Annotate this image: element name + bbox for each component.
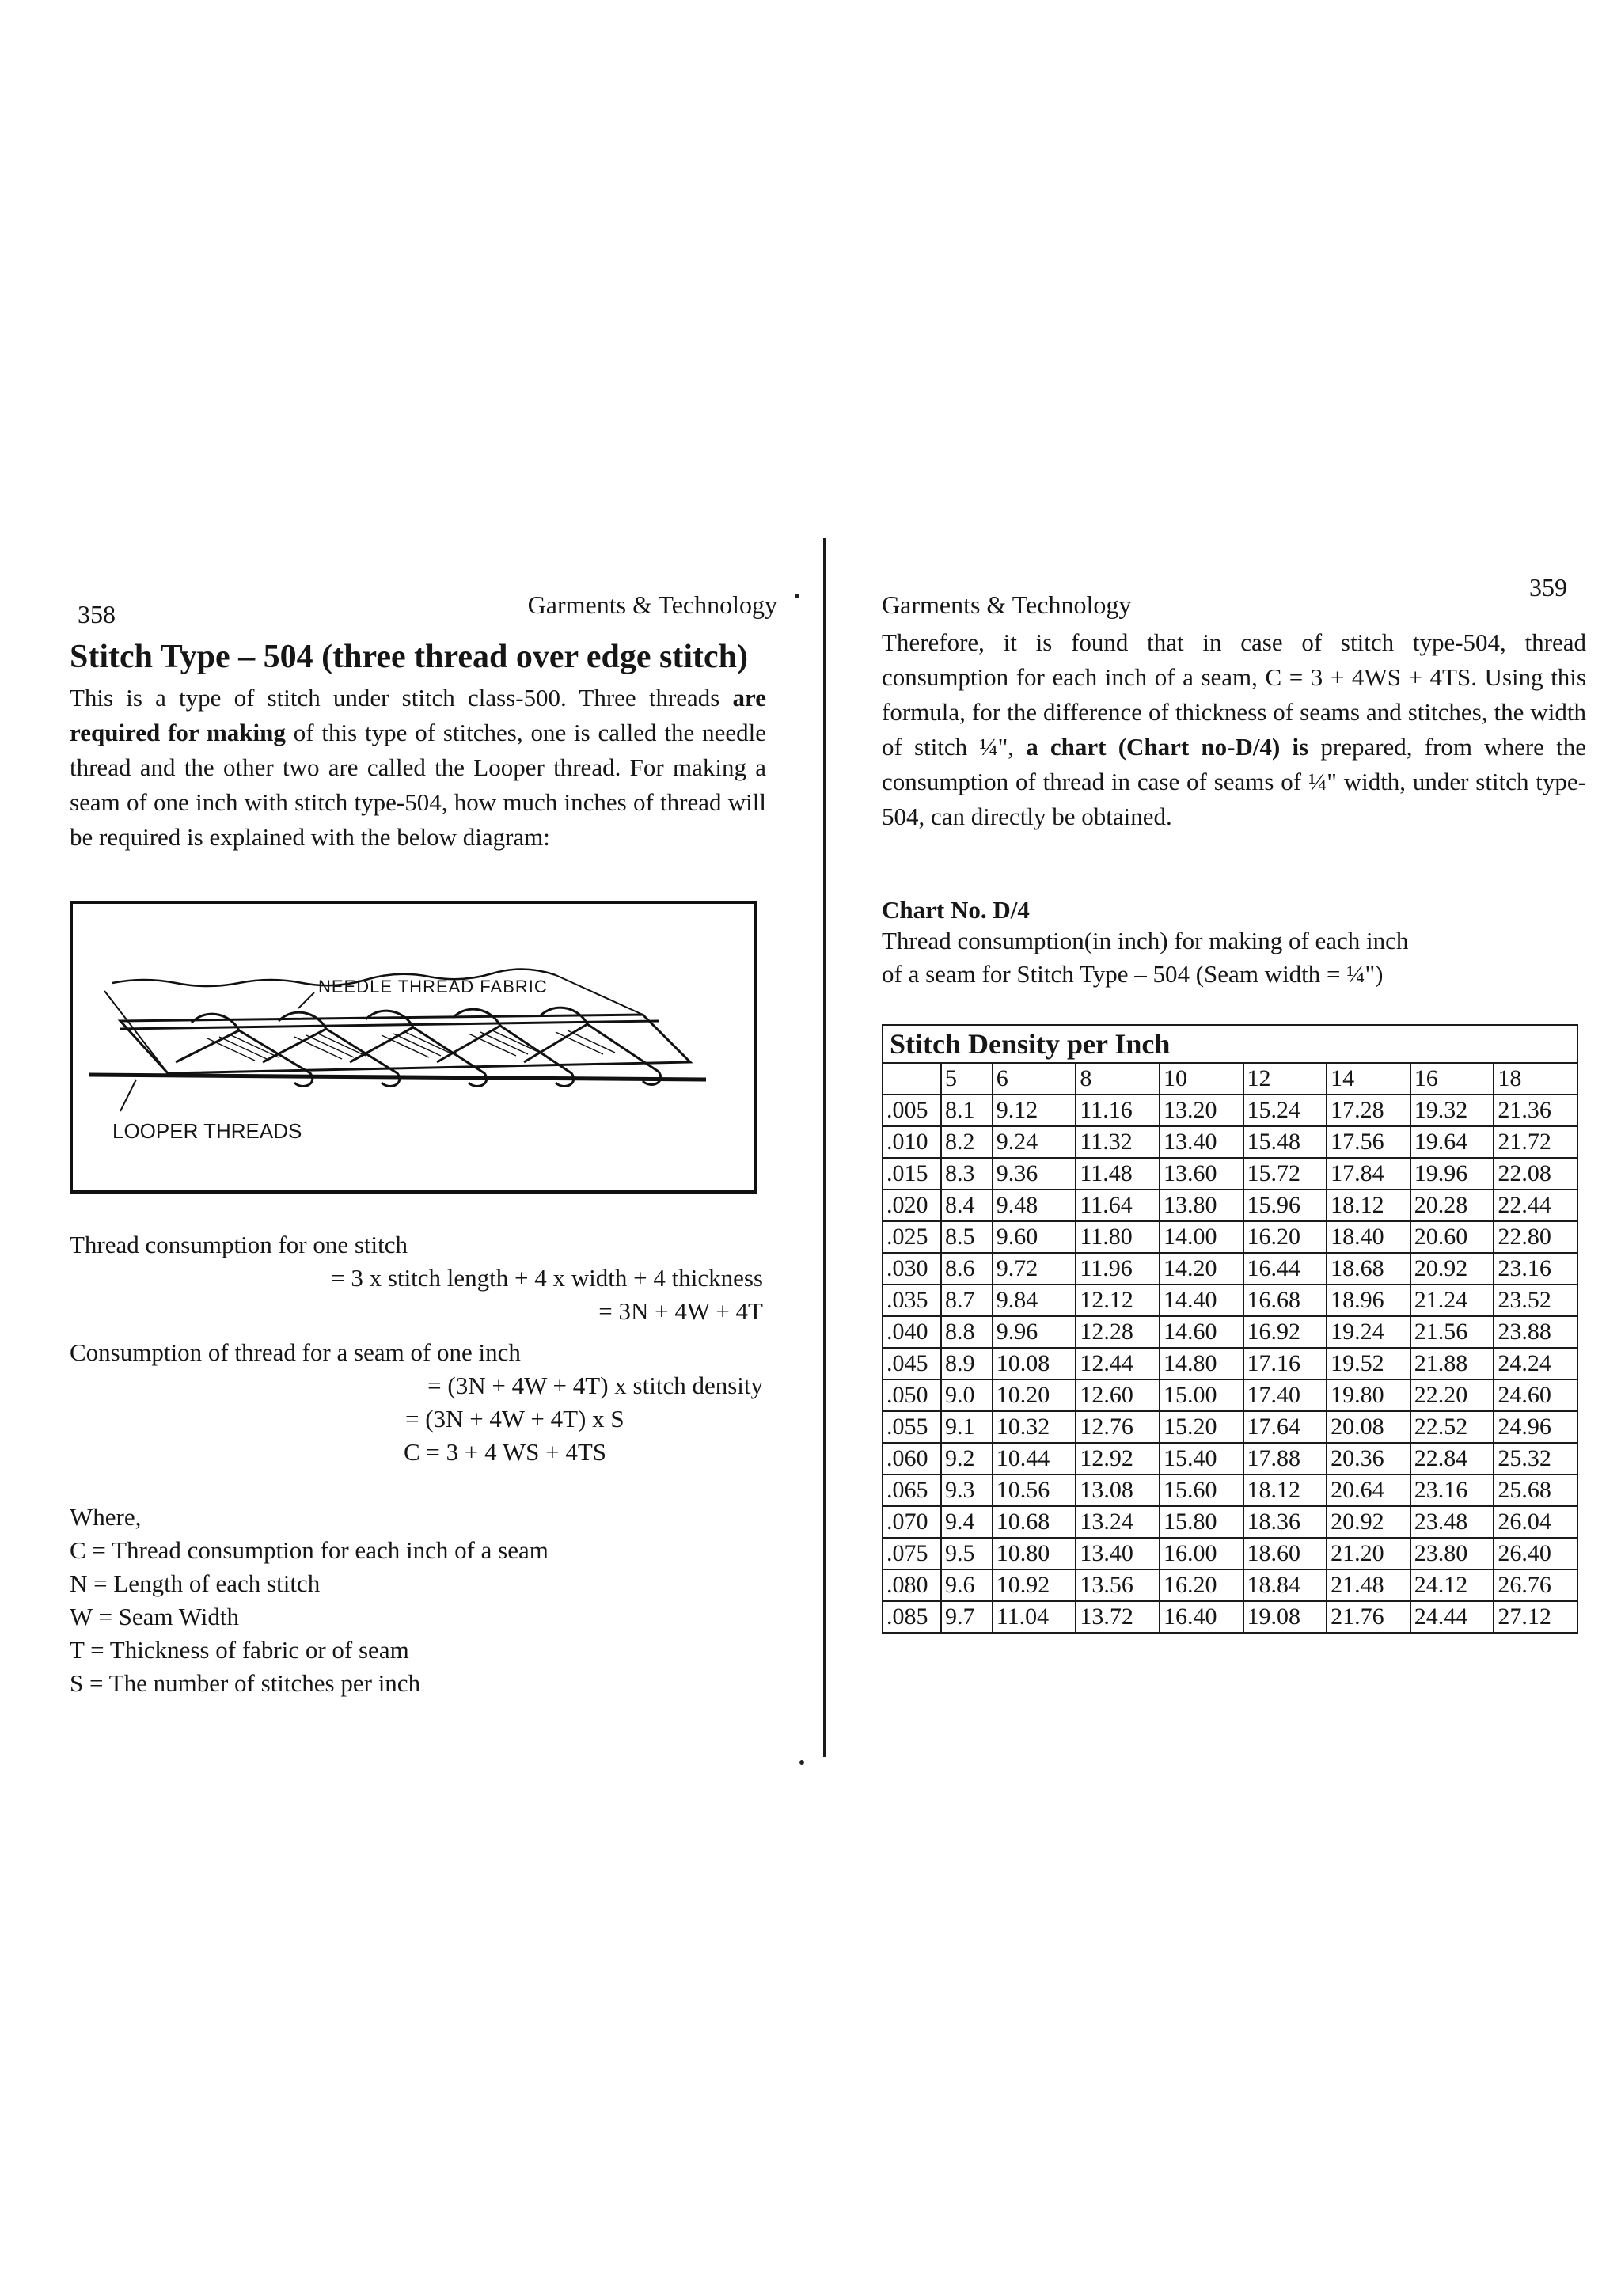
table-header-row — [883, 1025, 1577, 1063]
where-item-c: C = Thread consumption for each inch of a seam — [70, 1536, 549, 1564]
table-row — [883, 1316, 1577, 1348]
table-row — [883, 1095, 1577, 1126]
table-cell: 16.20 — [1243, 1221, 1327, 1253]
table-cell: 20.60 — [1410, 1221, 1494, 1253]
table-cell: 12.44 — [1076, 1348, 1160, 1379]
table-cell: 10.32 — [993, 1411, 1076, 1443]
table-cell: 21.24 — [1410, 1285, 1494, 1316]
right-page — [882, 564, 1586, 1751]
table-cell: 13.20 — [1160, 1095, 1243, 1126]
table-cell: 8.6 — [941, 1253, 993, 1285]
table-cell: 13.24 — [1076, 1506, 1160, 1538]
table-cell: 9.7 — [941, 1601, 993, 1633]
table-cell: 18.12 — [1243, 1474, 1327, 1506]
left-page-number: 358 — [78, 600, 116, 628]
table-cell: 21.88 — [1410, 1348, 1494, 1379]
table-cell: 22.20 — [1410, 1379, 1494, 1411]
table-cell: 19.24 — [1327, 1316, 1410, 1348]
left-page-header — [70, 578, 777, 628]
table-cell: 8.7 — [941, 1285, 993, 1316]
column-header-cell: 6 — [993, 1063, 1076, 1095]
row-thickness-cell: .010 — [883, 1126, 941, 1158]
row-thickness-cell: .040 — [883, 1316, 941, 1348]
where-block — [70, 1501, 766, 1700]
table-cell: 23.48 — [1410, 1506, 1494, 1538]
section-title: Stitch Type – 504 (three thread over edge stitch) — [70, 639, 749, 675]
table-row — [883, 1253, 1577, 1285]
table-cell: 16.68 — [1243, 1285, 1327, 1316]
table-cell: 16.00 — [1160, 1538, 1243, 1569]
table-cell: 9.2 — [941, 1443, 993, 1474]
table-cell: 10.44 — [993, 1443, 1076, 1474]
table-row — [883, 1411, 1577, 1443]
table-cell: 8.8 — [941, 1316, 993, 1348]
formula-line-4: Consumption of thread for a seam of one inch — [70, 1338, 521, 1366]
table-cell: 24.96 — [1494, 1411, 1577, 1443]
table-cell: 15.24 — [1243, 1095, 1327, 1126]
column-header-cell: 14 — [1327, 1063, 1410, 1095]
table-cell: 17.16 — [1243, 1348, 1327, 1379]
table-cell: 26.40 — [1494, 1538, 1577, 1569]
table-cell: 15.20 — [1160, 1411, 1243, 1443]
where-item-s: S = The number of stitches per inch — [70, 1669, 421, 1697]
table-cell: 9.36 — [993, 1158, 1076, 1190]
table-cell: 24.12 — [1410, 1569, 1494, 1601]
row-thickness-cell: .020 — [883, 1190, 941, 1221]
table-row — [883, 1126, 1577, 1158]
table-row — [883, 1379, 1577, 1411]
table-cell: 9.0 — [941, 1379, 993, 1411]
table-cell: 13.08 — [1076, 1474, 1160, 1506]
table-cell: 12.92 — [1076, 1443, 1160, 1474]
table-cell: 11.80 — [1076, 1221, 1160, 1253]
table-cell: 21.20 — [1327, 1538, 1410, 1569]
table-cell: 9.12 — [993, 1095, 1076, 1126]
table-cell: 11.32 — [1076, 1126, 1160, 1158]
intro-text-before: This is a type of stitch under stitch class-500. Three threads — [70, 684, 733, 712]
table-cell: 11.48 — [1076, 1158, 1160, 1190]
row-thickness-cell: .035 — [883, 1285, 941, 1316]
row-thickness-cell: .070 — [883, 1506, 941, 1538]
table-cell: 12.60 — [1076, 1379, 1160, 1411]
table-cell: 23.88 — [1494, 1316, 1577, 1348]
table-cell: 10.80 — [993, 1538, 1076, 1569]
formula-block — [70, 1228, 766, 1469]
table-cell: 19.52 — [1327, 1348, 1410, 1379]
table-cell: 16.40 — [1160, 1601, 1243, 1633]
table-title-cell: Stitch Density per Inch — [883, 1025, 1577, 1063]
book-spine — [823, 538, 826, 1757]
table-cell: 20.64 — [1327, 1474, 1410, 1506]
formula-line-1: Thread consumption for one stitch — [70, 1231, 408, 1258]
table-cell: 21.56 — [1410, 1316, 1494, 1348]
table-row — [883, 1443, 1577, 1474]
table-cell: 27.12 — [1494, 1601, 1577, 1633]
table-cell: 8.2 — [941, 1126, 993, 1158]
table-cell: 23.80 — [1410, 1538, 1494, 1569]
where-item-w: W = Seam Width — [70, 1603, 239, 1630]
table-cell: 17.64 — [1243, 1411, 1327, 1443]
table-cell: 18.60 — [1243, 1538, 1327, 1569]
column-header-cell: 18 — [1494, 1063, 1577, 1095]
table-cell: 10.20 — [993, 1379, 1076, 1411]
table-cell: 26.04 — [1494, 1506, 1577, 1538]
row-thickness-cell: .025 — [883, 1221, 941, 1253]
stitch-diagram — [70, 901, 757, 1194]
table-cell: 21.72 — [1494, 1126, 1577, 1158]
table-cell: 20.28 — [1410, 1190, 1494, 1221]
table-cell: 17.84 — [1327, 1158, 1410, 1190]
table-cell: 24.60 — [1494, 1379, 1577, 1411]
formula-line-6: = (3N + 4W + 4T) x S — [405, 1405, 624, 1433]
spine-dot-bottom — [799, 1760, 804, 1765]
table-cell: 17.88 — [1243, 1443, 1327, 1474]
table-cell: 24.24 — [1494, 1348, 1577, 1379]
table-cell: 12.12 — [1076, 1285, 1160, 1316]
table-cell: 18.12 — [1327, 1190, 1410, 1221]
table-cell: 15.60 — [1160, 1474, 1243, 1506]
looper-threads-label: LOOPER THREADS — [112, 1119, 302, 1143]
row-thickness-cell: .075 — [883, 1538, 941, 1569]
where-heading: Where, — [70, 1503, 142, 1531]
table-cell: 8.4 — [941, 1190, 993, 1221]
right-text-bold: a chart (Chart no-D/4) is — [1026, 733, 1309, 761]
row-thickness-cell: .085 — [883, 1601, 941, 1633]
table-cell: 13.40 — [1076, 1538, 1160, 1569]
column-header-cell: 5 — [941, 1063, 993, 1095]
table-cell: 19.08 — [1243, 1601, 1327, 1633]
table-cell: 14.40 — [1160, 1285, 1243, 1316]
table-row — [883, 1285, 1577, 1316]
row-thickness-cell: .065 — [883, 1474, 941, 1506]
table-cell: 21.76 — [1327, 1601, 1410, 1633]
table-cell: 18.84 — [1243, 1569, 1327, 1601]
right-text-after: prepared, from where the consumption of thread in case of seams of ¼" width, under stitch type-504, can directly be obtained. — [882, 733, 1586, 830]
row-thickness-cell: .030 — [883, 1253, 941, 1285]
table-cell: 9.84 — [993, 1285, 1076, 1316]
table-cell: 20.92 — [1410, 1253, 1494, 1285]
table-cell: 19.96 — [1410, 1158, 1494, 1190]
column-header-cell: 12 — [1243, 1063, 1327, 1095]
intro-text-bold: are required for making — [70, 684, 766, 746]
table-cell: 13.40 — [1160, 1126, 1243, 1158]
table-cell: 9.1 — [941, 1411, 993, 1443]
thread-consumption-table — [882, 1024, 1578, 1634]
table-cell: 17.40 — [1243, 1379, 1327, 1411]
table-cell: 12.76 — [1076, 1411, 1160, 1443]
column-header-cell: 8 — [1076, 1063, 1160, 1095]
left-running-head: Garments & Technology — [527, 590, 777, 619]
table-cell: 20.08 — [1327, 1411, 1410, 1443]
table-cell: 13.80 — [1160, 1190, 1243, 1221]
where-item-t: T = Thickness of fabric or of seam — [70, 1636, 409, 1664]
table-row — [883, 1158, 1577, 1190]
table-cell: 22.08 — [1494, 1158, 1577, 1190]
table-cell: 10.08 — [993, 1348, 1076, 1379]
table-cell: 12.28 — [1076, 1316, 1160, 1348]
table-cell: 18.36 — [1243, 1506, 1327, 1538]
table-cell: 22.80 — [1494, 1221, 1577, 1253]
table-cell: 10.92 — [993, 1569, 1076, 1601]
table-cell: 23.16 — [1494, 1253, 1577, 1285]
row-thickness-cell: .005 — [883, 1095, 941, 1126]
table-cell: 15.96 — [1243, 1190, 1327, 1221]
table-row — [883, 1506, 1577, 1538]
table-cell: 15.80 — [1160, 1506, 1243, 1538]
table-cell: 8.9 — [941, 1348, 993, 1379]
table-cell: 11.64 — [1076, 1190, 1160, 1221]
row-thickness-cell: .060 — [883, 1443, 941, 1474]
table-row — [883, 1538, 1577, 1569]
formula-line-5: = (3N + 4W + 4T) x stitch density — [427, 1372, 763, 1399]
table-corner-cell — [883, 1063, 941, 1095]
table-cell: 19.80 — [1327, 1379, 1410, 1411]
table-cell: 20.36 — [1327, 1443, 1410, 1474]
table-cell: 15.00 — [1160, 1379, 1243, 1411]
right-page-header — [882, 564, 1586, 619]
row-thickness-cell: .055 — [883, 1411, 941, 1443]
table-cell: 13.72 — [1076, 1601, 1160, 1633]
table-cell: 9.3 — [941, 1474, 993, 1506]
table-cell: 8.1 — [941, 1095, 993, 1126]
row-thickness-cell: .050 — [883, 1379, 941, 1411]
table-cell: 21.48 — [1327, 1569, 1410, 1601]
table-cell: 9.72 — [993, 1253, 1076, 1285]
table-cell: 16.20 — [1160, 1569, 1243, 1601]
table-cell: 25.68 — [1494, 1474, 1577, 1506]
table-cell: 9.60 — [993, 1221, 1076, 1253]
table-cell: 23.52 — [1494, 1285, 1577, 1316]
table-row — [883, 1190, 1577, 1221]
right-paragraph — [882, 625, 1586, 834]
table-cell: 9.96 — [993, 1316, 1076, 1348]
right-running-head: Garments & Technology — [882, 590, 1132, 619]
table-cell: 19.64 — [1410, 1126, 1494, 1158]
table-cell: 13.60 — [1160, 1158, 1243, 1190]
chart-caption-line-2: of a seam for Stitch Type – 504 (Seam width = ¼") — [882, 960, 1384, 988]
intro-text-after: of this type of stitches, one is called the needle thread and the other two are called the Looper thread. For making a seam of one inch with stitch type-504, how much inches of thread will be required is explained with the below diagram: — [70, 719, 766, 851]
where-item-n: N = Length of each stitch — [70, 1569, 321, 1597]
right-page-number: 359 — [1529, 573, 1567, 602]
table-row — [883, 1221, 1577, 1253]
table-cell: 15.72 — [1243, 1158, 1327, 1190]
table-cell: 11.16 — [1076, 1095, 1160, 1126]
table-cell: 9.48 — [993, 1190, 1076, 1221]
table-cell: 16.92 — [1243, 1316, 1327, 1348]
chart-title: Chart No. D/4 — [882, 896, 1030, 924]
formula-line-3: = 3N + 4W + 4T — [598, 1297, 763, 1325]
table-cell: 8.5 — [941, 1221, 993, 1253]
table-cell: 9.4 — [941, 1506, 993, 1538]
table-cell: 9.5 — [941, 1538, 993, 1569]
table-cell: 14.60 — [1160, 1316, 1243, 1348]
table-cell: 18.68 — [1327, 1253, 1410, 1285]
table-row — [883, 1569, 1577, 1601]
formula-line-7: C = 3 + 4 WS + 4TS — [404, 1438, 606, 1466]
table-row — [883, 1601, 1577, 1633]
formula-line-2: = 3 x stitch length + 4 x width + 4 thickness — [331, 1264, 763, 1292]
table-cell: 26.76 — [1494, 1569, 1577, 1601]
table-column-header-row — [883, 1063, 1577, 1095]
table-cell: 24.44 — [1410, 1601, 1494, 1633]
table-cell: 19.32 — [1410, 1095, 1494, 1126]
column-header-cell: 10 — [1160, 1063, 1243, 1095]
table-cell: 11.04 — [993, 1601, 1076, 1633]
column-header-cell: 16 — [1410, 1063, 1494, 1095]
table-cell: 17.56 — [1327, 1126, 1410, 1158]
table-cell: 15.48 — [1243, 1126, 1327, 1158]
spine-dot-top — [795, 594, 799, 598]
left-page — [70, 578, 777, 1749]
table-cell: 22.52 — [1410, 1411, 1494, 1443]
table-cell: 10.56 — [993, 1474, 1076, 1506]
table-cell: 9.6 — [941, 1569, 993, 1601]
table-cell: 14.00 — [1160, 1221, 1243, 1253]
chart-caption-line-1: Thread consumption(in inch) for making of each inch — [882, 927, 1409, 954]
table-cell: 16.44 — [1243, 1253, 1327, 1285]
table-cell: 15.40 — [1160, 1443, 1243, 1474]
table-cell: 18.96 — [1327, 1285, 1410, 1316]
table-cell: 23.16 — [1410, 1474, 1494, 1506]
table-cell: 9.24 — [993, 1126, 1076, 1158]
table-cell: 14.20 — [1160, 1253, 1243, 1285]
table-cell: 13.56 — [1076, 1569, 1160, 1601]
table-cell: 25.32 — [1494, 1443, 1577, 1474]
row-thickness-cell: .015 — [883, 1158, 941, 1190]
right-text-before: Therefore, it is found that in case of stitch type-504, thread consumption for each inch of a seam, C = 3 + 4WS + 4TS. Using this formula, for the difference of thickness of seams and stitches, the width of stitch ¼", — [882, 628, 1586, 761]
table-cell: 17.28 — [1327, 1095, 1410, 1126]
table-cell: 21.36 — [1494, 1095, 1577, 1126]
intro-paragraph — [70, 681, 766, 855]
table-cell: 8.3 — [941, 1158, 993, 1190]
table-cell: 22.44 — [1494, 1190, 1577, 1221]
stitch-diagram-drawing — [73, 904, 754, 1190]
table-cell: 22.84 — [1410, 1443, 1494, 1474]
table-cell: 20.92 — [1327, 1506, 1410, 1538]
table-cell: 18.40 — [1327, 1221, 1410, 1253]
row-thickness-cell: .045 — [883, 1348, 941, 1379]
row-thickness-cell: .080 — [883, 1569, 941, 1601]
table-cell: 14.80 — [1160, 1348, 1243, 1379]
table-row — [883, 1348, 1577, 1379]
table-cell: 11.96 — [1076, 1253, 1160, 1285]
table-row — [883, 1474, 1577, 1506]
needle-thread-fabric-label: NEEDLE THREAD FABRIC — [318, 977, 548, 996]
table-cell: 10.68 — [993, 1506, 1076, 1538]
